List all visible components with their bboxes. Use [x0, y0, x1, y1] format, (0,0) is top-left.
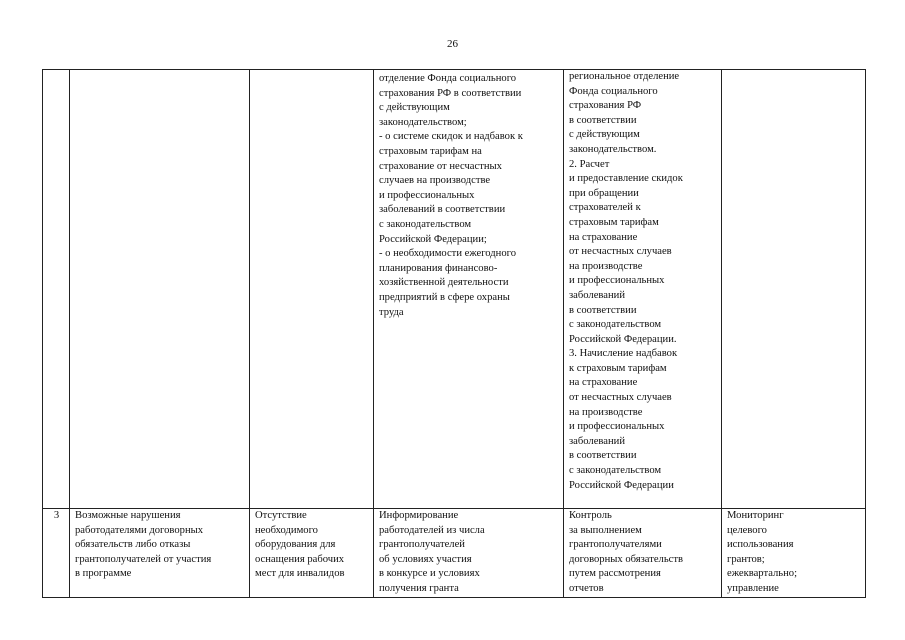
cell-text-line: ежеквартально; [727, 568, 798, 580]
cell-text-line: целевого [727, 524, 767, 536]
cell-text-line: за выполнением [569, 524, 642, 536]
page-number: 26 [447, 38, 458, 50]
cell-text-line: и профессиональных [569, 421, 665, 433]
cell-text-line: и предоставление скидок [569, 173, 683, 185]
cell-text-line: страхователей к [569, 202, 641, 214]
cell-text-line: Российской Федерации [569, 479, 674, 491]
cause-cell [250, 509, 374, 598]
cell-text-line: предприятий в сфере охраны [379, 291, 510, 303]
control-cell [564, 70, 722, 509]
cell-text-line: Фонда социального [569, 85, 658, 97]
cell-text-line: управление [727, 582, 779, 594]
cell-text-line: необходимого [255, 524, 318, 536]
cell-text-line: отчетов [569, 582, 604, 594]
cell-text-line: грантов; [727, 553, 765, 565]
cell-text-line: в соответствии [569, 450, 637, 462]
measure-cell [374, 509, 564, 598]
cell-text-line: к страховым тарифам [569, 362, 667, 374]
row-number-cell [43, 70, 70, 509]
cell-text-line: при обращении [569, 187, 639, 199]
cell-text-line: грантополучателей [379, 539, 465, 551]
cell-text-line: страховым тарифам на [379, 145, 482, 157]
cell-text-line: Контроль [569, 510, 612, 521]
cell-text-line: с действующим [379, 102, 450, 114]
cell-text-line: заболеваний в соответствии [379, 204, 506, 216]
cell-text-line: оборудования для [255, 539, 336, 551]
cell-text-line: с действующим [569, 129, 640, 141]
cell-text-line: Российской Федерации; [379, 233, 487, 245]
cell-text-line: страхования РФ [569, 100, 642, 112]
cell-text-line: 3. Начисление надбавок [569, 348, 678, 360]
cell-text-line: и профессиональных [379, 189, 475, 201]
cell-text-line: региональное отделение [569, 71, 680, 82]
risk-cell [70, 509, 250, 598]
cell-text-line: в конкурсе и условиях [379, 568, 480, 580]
cell-text-line: от несчастных случаев [569, 392, 672, 404]
cell-text-line: использования [727, 539, 794, 551]
cell-text-line: Отсутствие [255, 510, 307, 521]
cell-text-line: в программе [75, 568, 132, 580]
cell-text-line: страхование от несчастных [379, 160, 502, 172]
control-cell [564, 509, 722, 598]
cell-text-line: на страхование [569, 377, 638, 389]
cell-text-line: хозяйственной деятельности [379, 277, 509, 289]
cell-text-line: Информирование [379, 510, 459, 521]
cell-text-line: заболеваний [569, 289, 625, 301]
table-row [43, 70, 866, 509]
cell-text-line: Российской Федерации. [569, 333, 677, 345]
cell-text-line: труда [379, 306, 404, 318]
cell-text-line: заболеваний [569, 435, 625, 447]
risk-table [42, 69, 866, 598]
cell-text-line: с законодательством [569, 319, 662, 331]
cell-text-line: путем рассмотрения [569, 568, 661, 580]
cell-text-line: в соответствии [569, 114, 637, 126]
monitoring-cell [722, 509, 866, 598]
cell-text-line: Мониторинг [727, 510, 784, 521]
cell-text-line: от несчастных случаев [569, 246, 672, 258]
cell-text-line: об условиях участия [379, 553, 472, 565]
cell-text-line: работодателей из числа [379, 524, 485, 536]
cell-text-line: планирования финансово- [379, 262, 498, 274]
cell-text-line: грантополучателей от участия [75, 553, 212, 565]
cell-text-line: с законодательством [379, 218, 472, 230]
cell-text-line: грантополучателями [569, 539, 662, 551]
cell-text-line: с законодательством [569, 465, 662, 477]
cell-text-line: оснащения рабочих [255, 553, 345, 565]
cell-text-line: страховым тарифам [569, 216, 659, 228]
cell-text-line: на производстве [569, 260, 643, 272]
cause-cell [250, 70, 374, 509]
cell-text-line: получения гранта [379, 582, 459, 594]
cell-text-line: законодательством; [379, 116, 467, 128]
measure-cell [374, 70, 564, 509]
row-number-cell: 3 [43, 509, 70, 598]
cell-text-line: - о необходимости ежегодного [379, 248, 517, 260]
risk-cell [70, 70, 250, 509]
cell-text-line: отделение Фонда социального [379, 73, 517, 84]
cell-text-line: случаев на производстве [379, 175, 491, 187]
cell-text-line: Возможные нарушения [75, 510, 181, 521]
cell-text-line: 2. Расчет [569, 158, 610, 170]
cell-text-line: на производстве [569, 406, 643, 418]
cell-text-line: - о системе скидок и надбавок к [379, 131, 523, 143]
cell-text-line: обязательств либо отказы [75, 539, 191, 551]
monitoring-cell [722, 70, 866, 509]
cell-text-line: договорных обязательств [569, 553, 684, 565]
cell-text-line: на страхование [569, 231, 638, 243]
cell-text-line: законодательством. [569, 143, 657, 155]
cell-text-line: в соответствии [569, 304, 637, 316]
cell-text-line: мест для инвалидов [255, 568, 345, 580]
cell-text-line: работодателями договорных [75, 524, 204, 536]
cell-text-line: и профессиональных [569, 275, 665, 287]
table-row [43, 509, 866, 598]
cell-text-line: страхования РФ в соответствии [379, 87, 522, 99]
